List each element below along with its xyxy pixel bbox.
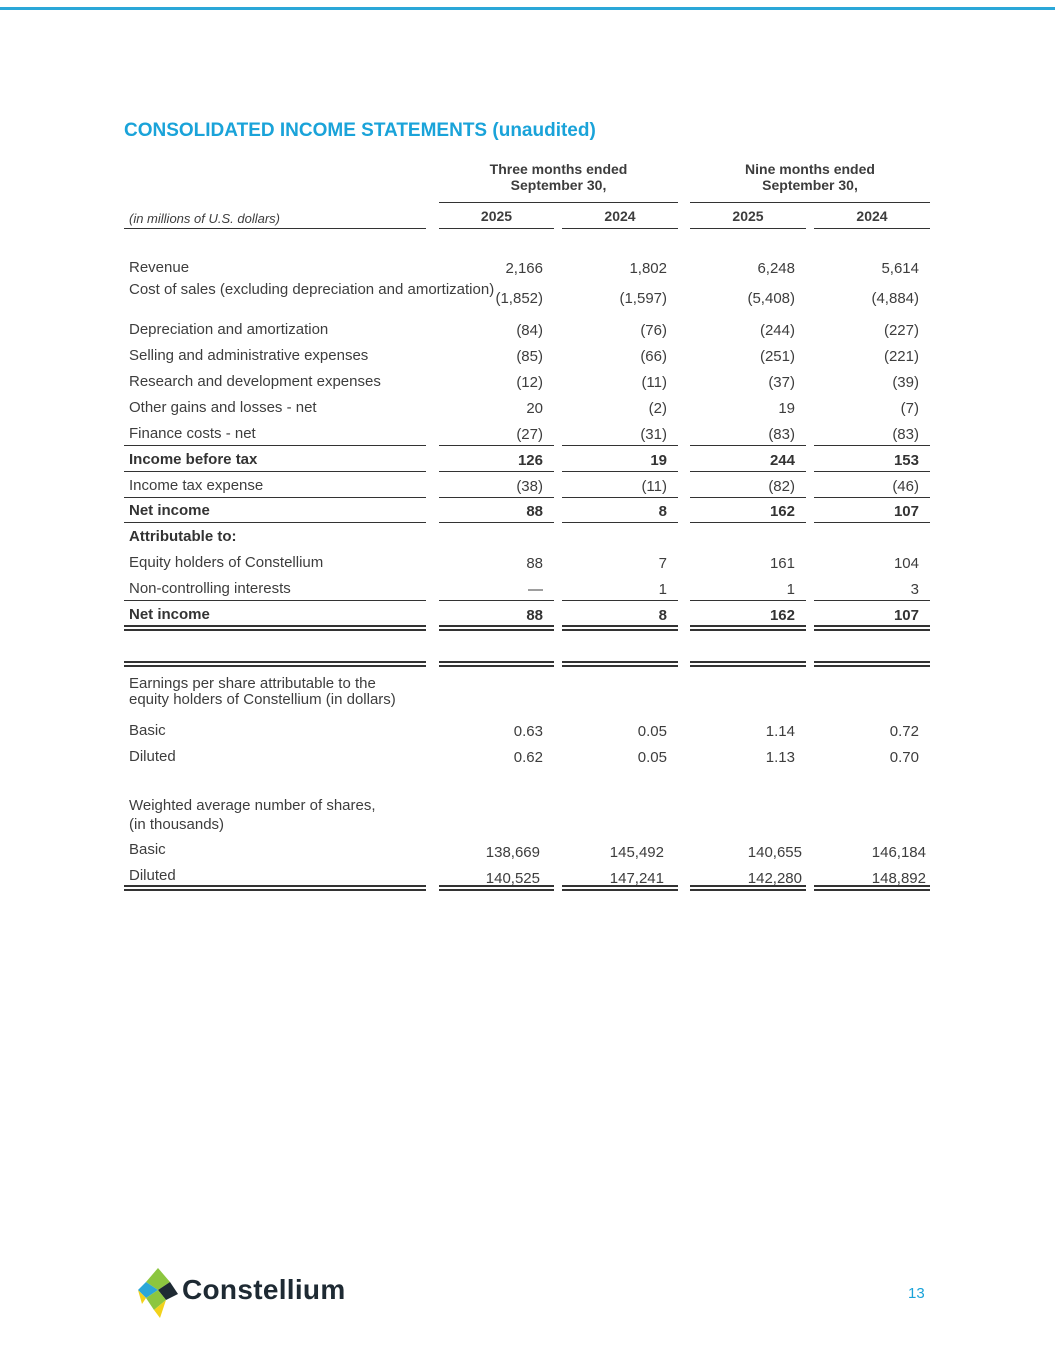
row-value: (11) (641, 374, 667, 391)
double-rule (124, 885, 426, 891)
row-value: 162 (769, 503, 795, 520)
group-rule (690, 202, 930, 203)
row-value: (1,597) (619, 290, 667, 307)
row-value: (39) (892, 374, 919, 391)
row-value: (4,884) (871, 290, 919, 307)
double-rule (562, 885, 678, 891)
row-value: 6,248 (757, 260, 795, 277)
group-heading-line: September 30, (510, 177, 607, 193)
row-value: 107 (893, 503, 919, 520)
unit-label: (in millions of U.S. dollars) (129, 211, 280, 226)
shares-heading-line: Weighted average number of shares, (129, 797, 376, 814)
row-rule (814, 600, 930, 601)
table-row (0, 282, 1055, 314)
row-value: (27) (516, 426, 543, 443)
table-row (0, 259, 1055, 277)
row-label: Basic (129, 722, 166, 739)
row-value: (251) (759, 348, 795, 365)
row-label: Depreciation and amortization (129, 321, 329, 338)
row-value: 88 (526, 555, 543, 572)
row-value: 19 (778, 400, 795, 417)
row-label: Other gains and losses - net (129, 399, 317, 416)
row-value: 0.62 (513, 749, 543, 766)
double-rule (814, 625, 930, 631)
table-row (0, 748, 1055, 766)
row-value: — (528, 581, 543, 598)
row-label: Diluted (129, 748, 176, 765)
page-title: CONSOLIDATED INCOME STATEMENTS (unaudited) (124, 120, 596, 141)
row-value: 3 (910, 581, 919, 598)
row-value: 1 (786, 581, 795, 598)
page-number: 13 (908, 1285, 925, 1302)
row-value: 142,280 (747, 870, 802, 887)
row-value: 162 (769, 607, 795, 624)
row-value: 161 (769, 555, 795, 572)
row-value: 1 (658, 581, 667, 598)
row-rule (814, 228, 930, 229)
row-value: 1.13 (765, 749, 795, 766)
row-label: Diluted (129, 867, 176, 884)
row-value: 244 (769, 452, 795, 469)
row-rule (124, 471, 426, 472)
company-logo (130, 1262, 350, 1322)
double-rule (690, 885, 806, 891)
table-row (0, 373, 1055, 391)
row-value: (83) (892, 426, 919, 443)
row-value: 153 (893, 452, 919, 469)
row-rule (439, 471, 554, 472)
row-value: (5,408) (747, 290, 795, 307)
row-value: 145,492 (609, 844, 664, 861)
table-row (0, 580, 1055, 598)
table-row (0, 347, 1055, 365)
row-value: 107 (893, 607, 919, 624)
row-label: Net income (129, 502, 210, 519)
row-value: (1,852) (495, 290, 543, 307)
row-value: 7 (658, 555, 667, 572)
row-rule (562, 600, 678, 601)
row-rule (439, 228, 554, 229)
eps-heading-label: Earnings per share attributable to the equity holders of Constellium (in dollars) (129, 675, 396, 708)
double-rule (562, 661, 678, 667)
row-label: Equity holders of Constellium (129, 554, 324, 571)
row-value: (38) (516, 478, 543, 495)
row-value: 88 (526, 503, 543, 520)
row-rule (690, 228, 806, 229)
row-label: Cost of sales (excluding depreciation and amortization) (129, 281, 495, 298)
eps-heading (0, 676, 1055, 710)
table-row (0, 722, 1055, 740)
column-group-nine-months (690, 161, 930, 193)
shares-heading-line: (in thousands) (129, 816, 225, 833)
row-value: (12) (516, 374, 543, 391)
row-value: 138,669 (485, 844, 540, 861)
row-label: Research and development expenses (129, 373, 381, 390)
table-row (0, 477, 1055, 495)
row-value: 104 (893, 555, 919, 572)
row-rule (439, 600, 554, 601)
double-rule (814, 661, 930, 667)
row-value: 0.63 (513, 723, 543, 740)
row-rule (562, 497, 678, 498)
row-rule (690, 600, 806, 601)
row-rule (124, 497, 426, 498)
row-label: Basic (129, 841, 166, 858)
row-value: 8 (658, 503, 667, 520)
row-label: Finance costs - net (129, 425, 256, 442)
row-value: 140,525 (485, 870, 540, 887)
row-rule (690, 497, 806, 498)
top-accent-rule (0, 7, 1055, 10)
row-value: (227) (883, 322, 919, 339)
row-value: (83) (768, 426, 795, 443)
row-value: 20 (526, 400, 543, 417)
double-rule (690, 625, 806, 631)
row-value: (66) (640, 348, 667, 365)
row-rule (562, 228, 678, 229)
table-row (0, 606, 1055, 624)
row-label: Attributable to: (129, 528, 237, 545)
row-value: 146,184 (871, 844, 926, 861)
row-label: Selling and administrative expenses (129, 347, 369, 364)
row-value: (244) (759, 322, 795, 339)
row-label: Net income (129, 606, 210, 623)
group-heading-line: Three months ended (489, 161, 628, 177)
year-header: 2025 (480, 208, 513, 224)
row-value: (31) (640, 426, 667, 443)
table-row (0, 321, 1055, 339)
row-value: 148,892 (871, 870, 926, 887)
row-label: Non-controlling interests (129, 580, 291, 597)
row-rule (439, 497, 554, 498)
table-row (0, 451, 1055, 469)
row-rule (124, 228, 426, 229)
row-value: (221) (883, 348, 919, 365)
row-value: (7) (900, 400, 919, 417)
row-value: (11) (641, 478, 667, 495)
brand-name: Constellium (182, 1274, 346, 1305)
row-rule (690, 522, 806, 523)
row-rule (124, 522, 426, 523)
row-rule (562, 445, 678, 446)
table-row (0, 425, 1055, 443)
row-value: (76) (640, 322, 667, 339)
row-value: 8 (658, 607, 667, 624)
table-row (0, 399, 1055, 417)
double-rule (439, 885, 554, 891)
row-rule (690, 471, 806, 472)
row-rule (814, 497, 930, 498)
row-rule (562, 471, 678, 472)
row-value: (84) (516, 322, 543, 339)
row-rule (814, 445, 930, 446)
double-rule (690, 661, 806, 667)
group-rule (439, 202, 678, 203)
row-value: 126 (517, 452, 543, 469)
constellium-logo-mark (134, 1266, 182, 1322)
row-label: Income tax expense (129, 477, 264, 494)
row-value: 0.70 (889, 749, 919, 766)
row-value: 0.05 (637, 749, 667, 766)
double-rule (439, 661, 554, 667)
shares-heading (0, 798, 1055, 834)
row-rule (562, 522, 678, 523)
group-heading-line: September 30, (762, 177, 858, 193)
year-header: 2025 (732, 208, 764, 224)
double-rule (562, 625, 678, 631)
double-rule (814, 885, 930, 891)
row-value: 140,655 (747, 844, 802, 861)
row-value: 1,802 (629, 260, 667, 277)
row-value: (82) (768, 478, 795, 495)
row-label: Income before tax (129, 451, 258, 468)
year-header: 2024 (856, 208, 888, 224)
row-rule (124, 445, 426, 446)
group-heading-line: Nine months ended (745, 161, 875, 177)
row-rule (439, 522, 554, 523)
table-row (0, 842, 1055, 862)
row-value: 19 (650, 452, 667, 469)
row-value: 0.05 (637, 723, 667, 740)
table-row (0, 554, 1055, 572)
row-value: 2,166 (505, 260, 543, 277)
row-rule (814, 471, 930, 472)
row-value: (46) (892, 478, 919, 495)
row-value: 5,614 (881, 260, 919, 277)
row-rule (124, 600, 426, 601)
table-row (0, 502, 1055, 520)
row-value: (2) (648, 400, 667, 417)
double-rule (124, 625, 426, 631)
double-rule (439, 625, 554, 631)
table-row (0, 528, 1055, 546)
row-value: (37) (768, 374, 795, 391)
year-header: 2024 (604, 208, 636, 224)
row-value: 147,241 (609, 870, 664, 887)
row-value: 1.14 (765, 723, 795, 740)
row-rule (439, 445, 554, 446)
row-rule (690, 445, 806, 446)
row-value: (85) (516, 348, 543, 365)
row-label: Revenue (129, 259, 190, 276)
row-value: 88 (526, 607, 543, 624)
row-rule (814, 522, 930, 523)
row-value: 0.72 (889, 723, 919, 740)
double-rule (124, 661, 426, 667)
column-group-three-months (439, 161, 678, 193)
